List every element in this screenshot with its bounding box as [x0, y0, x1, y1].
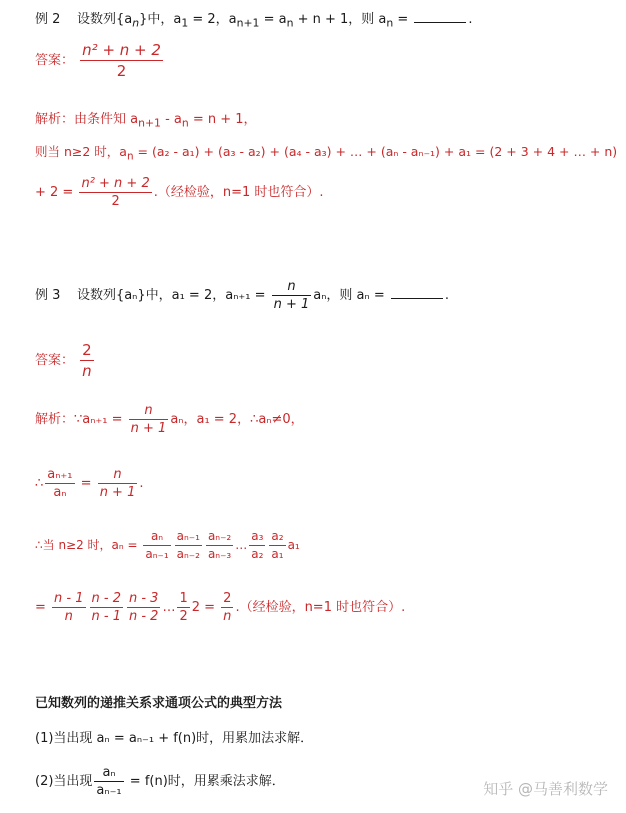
- example3-solution-line4: = $\frac{n - 1}{n}$ $\frac{n - 2}{n - 1}$ $\frac{n - 3}{n - 2}$ … $\frac{1}{2}$ 2 = $\frac{2}{n}$ .（经检验，n=1 时也符合）.: [35, 591, 406, 624]
- answer-fraction: $\frac{\text{n² + n + 2}}{2}$: [82, 41, 161, 80]
- example3-question: 例 3 设数列{aₙ}中，a₁ = 2，aₙ₊₁ = $\frac{n}{n + 1}$ aₙ，则 aₙ = .: [35, 279, 450, 312]
- watermark: 知乎 @马善利数学: [483, 780, 608, 798]
- example3-answer: 答案： $\frac{2}{n}$: [35, 341, 92, 380]
- method-2: (2)当出现 $\frac{\text{aₙ}}{\text{aₙ₋₁}}$ = f(n)时，用累乘法求解．: [35, 765, 285, 798]
- answer-fraction: $\frac{2}{n}$: [82, 341, 92, 380]
- example3-solution-line1: 解析：∵aₙ₊₁ = $\frac{n}{n + 1}$ aₙ，a₁ = 2，∴aₙ≠0，: [35, 403, 304, 436]
- example3-solution-line3: ∴当 n≥2 时，aₙ = $\frac{\text{aₙ}}{\text{aₙ₋₁}}$ $\frac{\text{aₙ₋₁}}{\text{aₙ₋₂}}$ $\frac{\text{aₙ₋₂}}{\text{aₙ₋₃}}$ … $\frac{\text{a₃}}{\text{a₂}}$ $\frac{\text{a₂}}{\text{a₁}}$ a₁: [35, 529, 300, 561]
- solution-fraction: $\frac{\text{n² + n + 2}}{2}$: [81, 176, 150, 209]
- method-1: (1)当出现 aₙ = aₙ₋₁ + f(n)时，用累加法求解．: [35, 731, 314, 746]
- example3-solution-line2: ∴ $\frac{\text{aₙ₊₁}}{\text{aₙ}}$ = $\frac{n}{n + 1}$ .: [35, 467, 144, 500]
- example2-answer: 答案： $\frac{\text{n² + n + 2}}{2}$: [35, 41, 161, 80]
- example2-solution-line1: 解析：由条件知 $a_{n+1} - a_n = n + 1$，: [35, 112, 257, 130]
- answer-blank: [414, 10, 466, 23]
- example2-solution-line2: 则当 n≥2 时，$a_n = (a_2 - a_1) + (a_3 - a_2) + (a_4 - a_3)$ + … + (aₙ - aₙ₋₁) + a₁ = (2 + 3 + 4 + … + n): [35, 144, 618, 163]
- example2-solution-line3: + 2 = $\frac{\text{n² + n + 2}}{2}$ .（经检验，n=1 时也符合）.: [35, 176, 324, 209]
- example2-question: 例 2 设数列$\{a_n\}$中，$a_1 = 2$，$a_{n+1} = a_n + n + 1$，则 $a_n$ = .: [35, 12, 473, 30]
- methods-title: 已知数列的递推关系求通项公式的典型方法: [35, 696, 283, 711]
- answer-blank: [391, 286, 443, 299]
